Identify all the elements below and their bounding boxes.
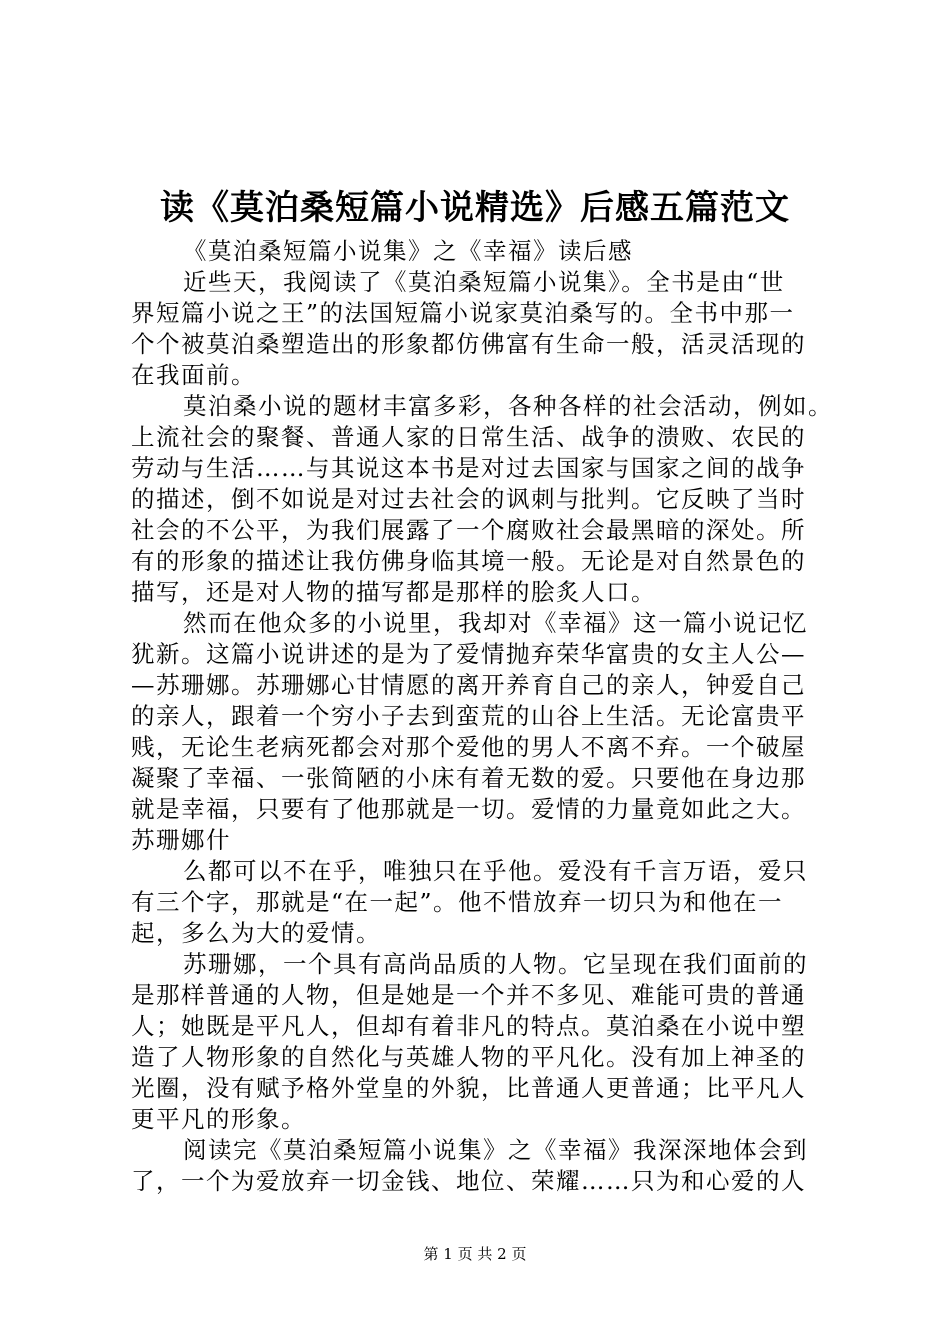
text-line: 《莫泊桑短篇小说集》之《幸福》读后感 <box>183 237 633 265</box>
text-line: 起，多么为大的爱情。 <box>131 919 381 947</box>
text-line: 光圈，没有赋予格外堂皇的外貌，比普通人更普通；比平凡人 <box>131 1074 806 1102</box>
text-line: 在我面前。 <box>131 361 256 389</box>
text-line: 有三个字，那就是“在一起”。他不惜放弃一切只为和他在一 <box>131 888 784 916</box>
document-title: 读《莫泊桑短篇小说精选》后感五篇范文 <box>160 188 790 228</box>
text-line: 的亲人，跟着一个穷小子去到蛮荒的山谷上生活。无论富贵平 <box>131 702 806 730</box>
text-line: 社会的不公平，为我们展露了一个腐败社会最黑暗的深处。所 <box>131 516 806 544</box>
text-line: 了，一个为爱放弃一切金钱、地位、荣耀……只为和心爱的人 <box>131 1167 806 1195</box>
text-line: 贱，无论生老病死都会对那个爱他的男人不离不弃。一个破屋 <box>131 733 806 761</box>
text-line: —苏珊娜。苏珊娜心甘情愿的离开养育自己的亲人，钟爱自己 <box>131 671 806 699</box>
text-line: 个个被莫泊桑塑造出的形象都仿佛富有生命一般，活灵活现的 <box>131 330 806 358</box>
document-body <box>131 236 841 1197</box>
text-line: 莫泊桑小说的题材丰富多彩，各种各样的社会活动，例如。 <box>183 392 833 420</box>
text-line: 界短篇小说之王”的法国短篇小说家莫泊桑写的。全书中那一 <box>131 299 795 327</box>
text-line: 苏珊娜，一个具有高尚品质的人物。它呈现在我们面前的 <box>183 950 808 978</box>
text-line: 的描述，倒不如说是对过去社会的讽刺与批判。它反映了当时 <box>131 485 806 513</box>
text-line: 劳动与生活……与其说这本书是对过去国家与国家之间的战争 <box>131 454 806 482</box>
text-line: 人；她既是平凡人，但却有着非凡的特点。莫泊桑在小说中塑 <box>131 1012 806 1040</box>
text-line: 凝聚了幸福、一张简陋的小床有着无数的爱。只要他在身边那 <box>131 764 806 792</box>
text-line: 就是幸福，只要有了他那就是一切。爱情的力量竟如此之大。 <box>131 795 806 823</box>
text-line: 然而在他众多的小说里，我却对《幸福》这一篇小说记忆 <box>183 609 808 637</box>
text-line: 上流社会的聚餐、普通人家的日常生活、战争的溃败、农民的 <box>131 423 806 451</box>
text-line: 描写，还是对人物的描写都是那样的脍炙人口。 <box>131 578 656 606</box>
text-line: 么都可以不在乎，唯独只在乎他。爱没有千言万语，爱只 <box>183 857 808 885</box>
page-footer: 第 1 页 共 2 页 <box>423 1245 527 1263</box>
text-line: 苏珊娜什 <box>131 826 231 854</box>
text-line: 有的形象的描述让我仿佛身临其境一般。无论是对自然景色的 <box>131 547 806 575</box>
text-line: 更平凡的形象。 <box>131 1105 306 1133</box>
text-line: 是那样普通的人物，但是她是一个并不多见、难能可贵的普通 <box>131 981 806 1009</box>
text-line: 近些天，我阅读了《莫泊桑短篇小说集》。全书是由“世 <box>183 268 785 296</box>
text-line: 造了人物形象的自然化与英雄人物的平凡化。没有加上神圣的 <box>131 1043 806 1071</box>
text-line: 犹新。这篇小说讲述的是为了爱情抛弃荣华富贵的女主人公— <box>131 640 806 668</box>
text-line: 阅读完《莫泊桑短篇小说集》之《幸福》我深深地体会到 <box>183 1136 808 1164</box>
